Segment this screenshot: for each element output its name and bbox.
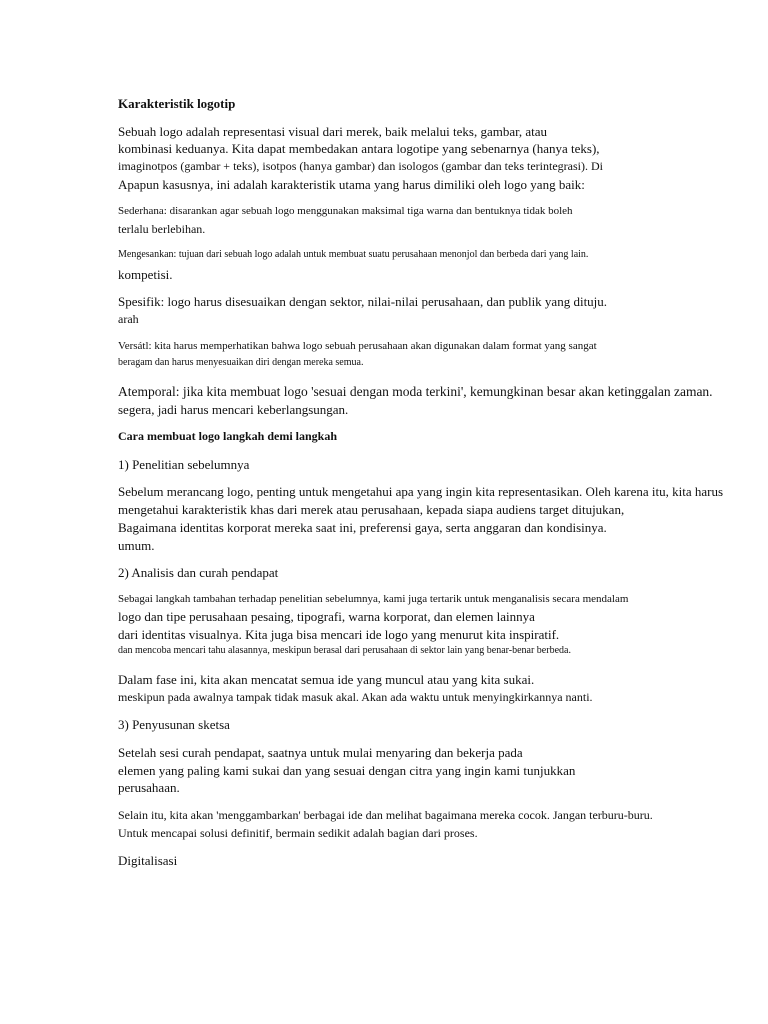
paragraph-line: Sebuah logo adalah representasi visual dari merek, baik melalui teks, gambar, atau	[118, 124, 548, 139]
heading-cara-membuat-logo: Cara membuat logo langkah demi langkah	[118, 429, 338, 443]
step-heading-3: 3) Penyusunan sketsa	[118, 717, 230, 732]
paragraph-line: kompetisi.	[118, 267, 173, 282]
paragraph-line: Versátl: kita harus memperhatikan bahwa logo sebuah perusahaan akan digunakan dalam format yang sangat	[118, 340, 597, 352]
paragraph-line: imaginotpos (gambar + teks), isotpos (hanya gambar) dan isologos (gambar dan teks terintegrasi). Di	[118, 159, 603, 173]
paragraph-line: Bagaimana identitas korporat mereka saat ini, preferensi gaya, serta anggaran dan kondisinya.	[118, 520, 607, 535]
paragraph-line: Mengesankan: tujuan dari sebuah logo adalah untuk membuat suatu perusahaan menonjol dan berbeda dari yang lain.	[118, 249, 589, 260]
paragraph-line: Sederhana: disarankan agar sebuah logo menggunakan maksimal tiga warna dan bentuknya tidak boleh	[118, 205, 573, 217]
paragraph-line: dan mencoba mencari tahu alasannya, meskipun berasal dari perusahaan di sektor lain yang benar-benar berbeda.	[118, 645, 571, 656]
paragraph-line: Sebagai langkah tambahan terhadap penelitian sebelumnya, kami juga tertarik untuk menganalisis secara mendalam	[118, 593, 629, 605]
paragraph-line: mengetahui karakteristik khas dari merek atau perusahaan, kepada siapa audiens target ditujukan,	[118, 502, 625, 517]
paragraph-line: Apapun kasusnya, ini adalah karakteristik utama yang harus dimiliki oleh logo yang baik:	[118, 177, 585, 192]
step-heading-4: Digitalisasi	[118, 853, 178, 868]
paragraph-line: umum.	[118, 538, 155, 553]
paragraph-line: arah	[118, 312, 139, 326]
step-heading-2: 2) Analisis dan curah pendapat	[118, 565, 279, 580]
paragraph-line: logo dan tipe perusahaan pesaing, tipografi, warna korporat, dan elemen lainnya	[118, 609, 535, 624]
step-heading-1: 1) Penelitian sebelumnya	[118, 457, 250, 472]
paragraph-line: Setelah sesi curah pendapat, saatnya untuk mulai menyaring dan bekerja pada	[118, 745, 523, 760]
paragraph-line: Selain itu, kita akan 'menggambarkan' berbagai ide dan melihat bagaimana mereka cocok. Jangan terburu-buru.	[118, 808, 653, 822]
paragraph-line: perusahaan.	[118, 780, 180, 795]
paragraph-line: terlalu berlebihan.	[118, 222, 206, 236]
paragraph-line: kombinasi keduanya. Kita dapat membedakan antara logotipe yang sebenarnya (hanya teks),	[118, 141, 600, 156]
paragraph-line: Dalam fase ini, kita akan mencatat semua ide yang muncul atau yang kita sukai.	[118, 672, 535, 687]
paragraph-line: Atemporal: jika kita membuat logo 'sesuai dengan moda terkini', kemungkinan besar akan ketinggalan zaman.	[118, 384, 713, 399]
paragraph-line: beragam dan harus menyesuaikan diri dengan mereka semua.	[118, 357, 364, 368]
paragraph-line: Sebelum merancang logo, penting untuk mengetahui apa yang ingin kita representasikan. Oleh karena itu, kita harus	[118, 484, 724, 499]
paragraph-line: segera, jadi harus mencari keberlangsungan.	[118, 402, 349, 417]
paragraph-line: Untuk mencapai solusi definitif, bermain sedikit adalah bagian dari proses.	[118, 826, 478, 840]
paragraph-line: dari identitas visualnya. Kita juga bisa mencari ide logo yang menurut kita inspiratif.	[118, 627, 560, 642]
paragraph-line: meskipun pada awalnya tampak tidak masuk akal. Akan ada waktu untuk menyingkirkannya nanti.	[118, 690, 593, 704]
paragraph-line: Spesifik: logo harus disesuaikan dengan sektor, nilai-nilai perusahaan, dan publik yang dituju.	[118, 294, 608, 309]
heading-karakteristik: Karakteristik logotip	[118, 96, 236, 111]
paragraph-line: elemen yang paling kami sukai dan yang sesuai dengan citra yang ingin kami tunjukkan	[118, 763, 576, 778]
